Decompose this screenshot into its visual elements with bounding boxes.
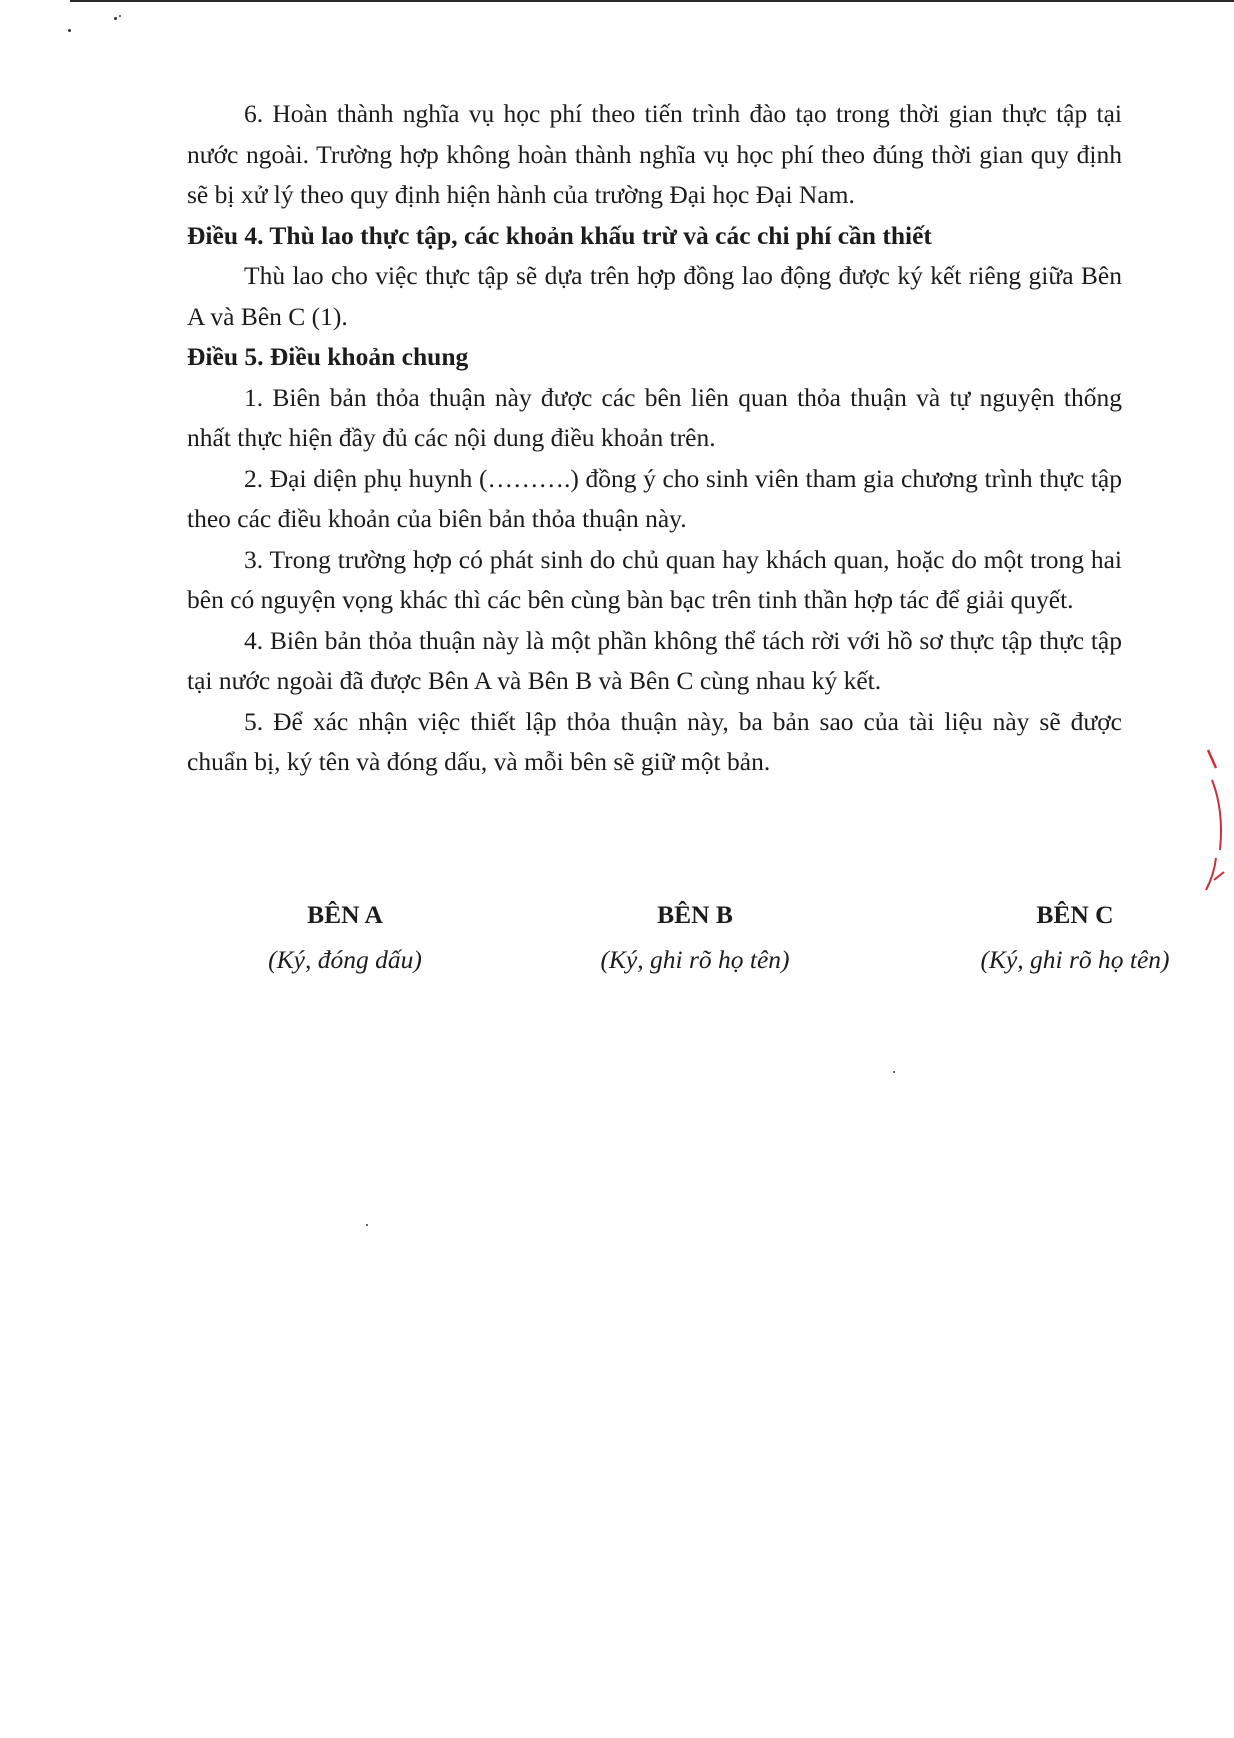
- party-b-title: BÊN B: [657, 900, 733, 929]
- signature-party-b: [580, 898, 810, 977]
- scan-speck: [119, 15, 121, 17]
- article-5-clause-1: 1. Biên bản thỏa thuận này được các bên liên quan thỏa thuận và tự nguyện thống nhất thực hiện đầy đủ các nội dung điều khoản trên.: [187, 382, 1122, 452]
- signature-party-c: [960, 898, 1190, 977]
- party-b-note: (Ký, ghi rõ họ tên): [600, 945, 790, 974]
- party-a-title: BÊN A: [307, 900, 383, 929]
- article-4-heading: Điều 4. Thù lao thực tập, các khoản khấu trừ và các chi phí cần thiết: [187, 220, 932, 250]
- party-a-note: (Ký, đóng dấu): [268, 945, 422, 974]
- scan-speck: [68, 29, 71, 32]
- article-5-clause-3: 3. Trong trường hợp có phát sinh do chủ quan hay khách quan, hoặc do một trong hai bên có nguyện vọng khác thì các bên cùng bàn bạc trên tinh thần hợp tác để giải quyết.: [187, 544, 1122, 614]
- article-5-heading: Điều 5. Điều khoản chung: [187, 342, 469, 371]
- top-border-line: [70, 0, 1234, 2]
- signature-party-a: [245, 898, 445, 977]
- document-body: [187, 94, 1122, 783]
- scan-speck: [366, 1224, 368, 1226]
- party-c-note: (Ký, ghi rõ họ tên): [980, 945, 1170, 974]
- article-5-clause-4: 4. Biên bản thỏa thuận này là một phần không thể tách rời với hồ sơ thực tập thực tập tại nước ngoài đã được Bên A và Bên B và Bên C cùng nhau ký kết.: [187, 625, 1122, 695]
- clause-6-tuition: 6. Hoàn thành nghĩa vụ học phí theo tiến trình đào tạo trong thời gian thực tập tại nước ngoài. Trường hợp không hoàn thành nghĩa vụ học phí theo đúng thời gian quy định sẽ bị xử lý theo quy định hiện hành của trường Đại học Đại Nam.: [187, 99, 1122, 209]
- scan-speck: [893, 1071, 895, 1073]
- article-4-remuneration: Thù lao cho việc thực tập sẽ dựa trên hợp đồng lao động được ký kết riêng giữa Bên A và Bên C (1).: [187, 261, 1122, 331]
- stamp-edge-mark: [1194, 740, 1234, 920]
- scan-speck: [114, 17, 117, 20]
- party-c-title: BÊN C: [1036, 900, 1114, 929]
- article-5-clause-5: 5. Để xác nhận việc thiết lập thỏa thuận này, ba bản sao của tài liệu này sẽ được chuẩn bị, ký tên và đóng dấu, và mỗi bên sẽ giữ một bản.: [187, 706, 1122, 776]
- article-5-clause-2: 2. Đại diện phụ huynh (……….) đồng ý cho sinh viên tham gia chương trình thực tập theo các điều khoản của biên bản thỏa thuận này.: [187, 463, 1122, 533]
